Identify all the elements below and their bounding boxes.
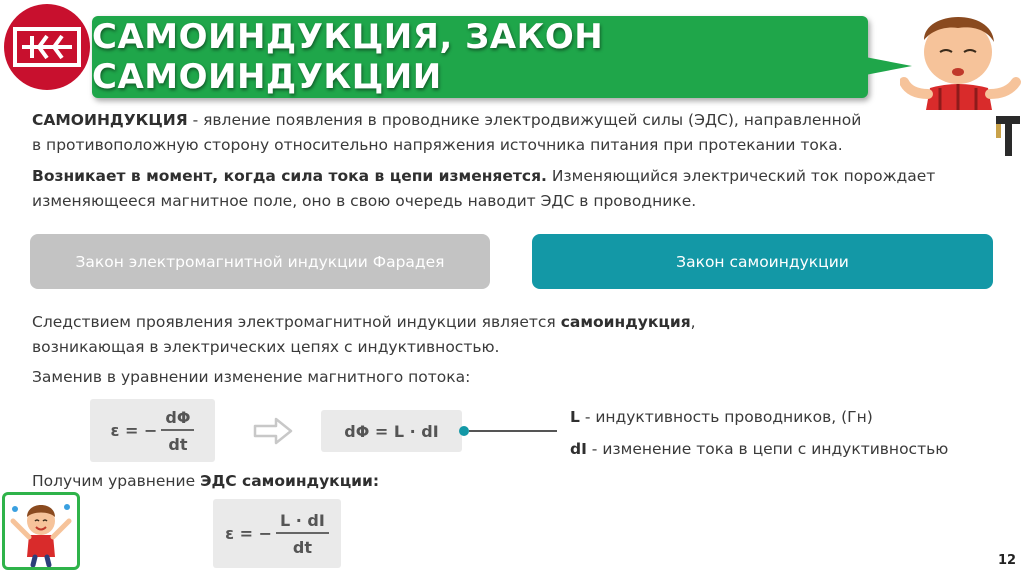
- term-self-induction: САМОИНДУКЦИЯ: [32, 111, 188, 129]
- faraday-fraction: [161, 408, 194, 454]
- title-banner: [92, 16, 868, 98]
- self-numerator: L · dI: [276, 511, 329, 534]
- self-formula-lhs: ε = −: [225, 524, 273, 543]
- faraday-formula: [90, 399, 215, 462]
- faraday-formula-lhs: ε = −: [110, 421, 158, 440]
- substitution-formula: dΦ = L · dI: [321, 410, 462, 452]
- consequence-punct: ,: [690, 313, 696, 331]
- consequence-text: Следствием проявления электромагнитной индукции является: [32, 313, 561, 331]
- page-title: САМОИНДУКЦИЯ, ЗАКОН САМОИНДУКЦИИ: [92, 17, 604, 97]
- legend-l-desc: - индуктивность проводников, (Гн): [579, 408, 873, 426]
- tab-faraday-law[interactable]: [30, 234, 490, 289]
- consequence-bold: самоиндукция: [560, 313, 691, 331]
- connector-dot: [459, 426, 469, 436]
- consequence-text-line2: возникающая в электрических цепях с индуктивностью.: [32, 338, 500, 356]
- pointer-icon: [996, 116, 1020, 156]
- tab-self-induction-label: Закон самоиндукции: [676, 252, 849, 271]
- replace-text: Заменив в уравнении изменение магнитного потока:: [32, 368, 471, 386]
- definition-text-line2: в противоположную сторону относительно напряжения источника питания при протекании тока.: [32, 136, 843, 154]
- result-paragraph: [32, 469, 732, 494]
- occurrence-text-line2: изменяющееся магнитное поле, оно в свою очередь наводит ЭДС в проводнике.: [32, 192, 697, 210]
- legend-di-desc: - изменение тока в цепи с индуктивностью: [586, 440, 949, 458]
- occurrence-paragraph: [32, 164, 952, 214]
- logo-mark-icon: [12, 26, 82, 68]
- self-induction-formula: [213, 499, 341, 568]
- self-denominator: dt: [292, 537, 312, 557]
- page-number: 12: [998, 553, 1017, 568]
- result-bold: ЭДС самоиндукции:: [200, 472, 380, 490]
- company-logo: [4, 4, 90, 90]
- tab-self-induction-law[interactable]: [532, 234, 993, 289]
- result-text: Получим уравнение: [32, 472, 201, 490]
- self-fraction: [276, 511, 329, 557]
- legend-inductance: [570, 405, 1010, 430]
- definition-paragraph: [32, 108, 932, 158]
- consequence-paragraph: [32, 310, 932, 360]
- legend-l-symbol: L: [570, 408, 580, 426]
- connector-line: [469, 430, 557, 432]
- definition-text: - явление появления в проводнике электродвижущей силы (ЭДС), направленной: [187, 111, 862, 129]
- tab-faraday-label: Закон электромагнитной индукции Фарадея: [75, 252, 445, 271]
- boy-cheering-avatar: [2, 492, 80, 570]
- faraday-denominator: dt: [168, 434, 188, 454]
- boy-shrugging-avatar: [900, 2, 1022, 110]
- faraday-numerator: dΦ: [161, 408, 194, 431]
- legend-current-change: [570, 437, 1020, 462]
- occurrence-bold: Возникает в момент, когда сила тока в цепи изменяется.: [32, 167, 547, 185]
- arrow-right-icon: [252, 416, 294, 446]
- legend-di-symbol: dI: [570, 440, 587, 458]
- occurrence-text: Изменяющийся электрический ток порождает: [546, 167, 936, 185]
